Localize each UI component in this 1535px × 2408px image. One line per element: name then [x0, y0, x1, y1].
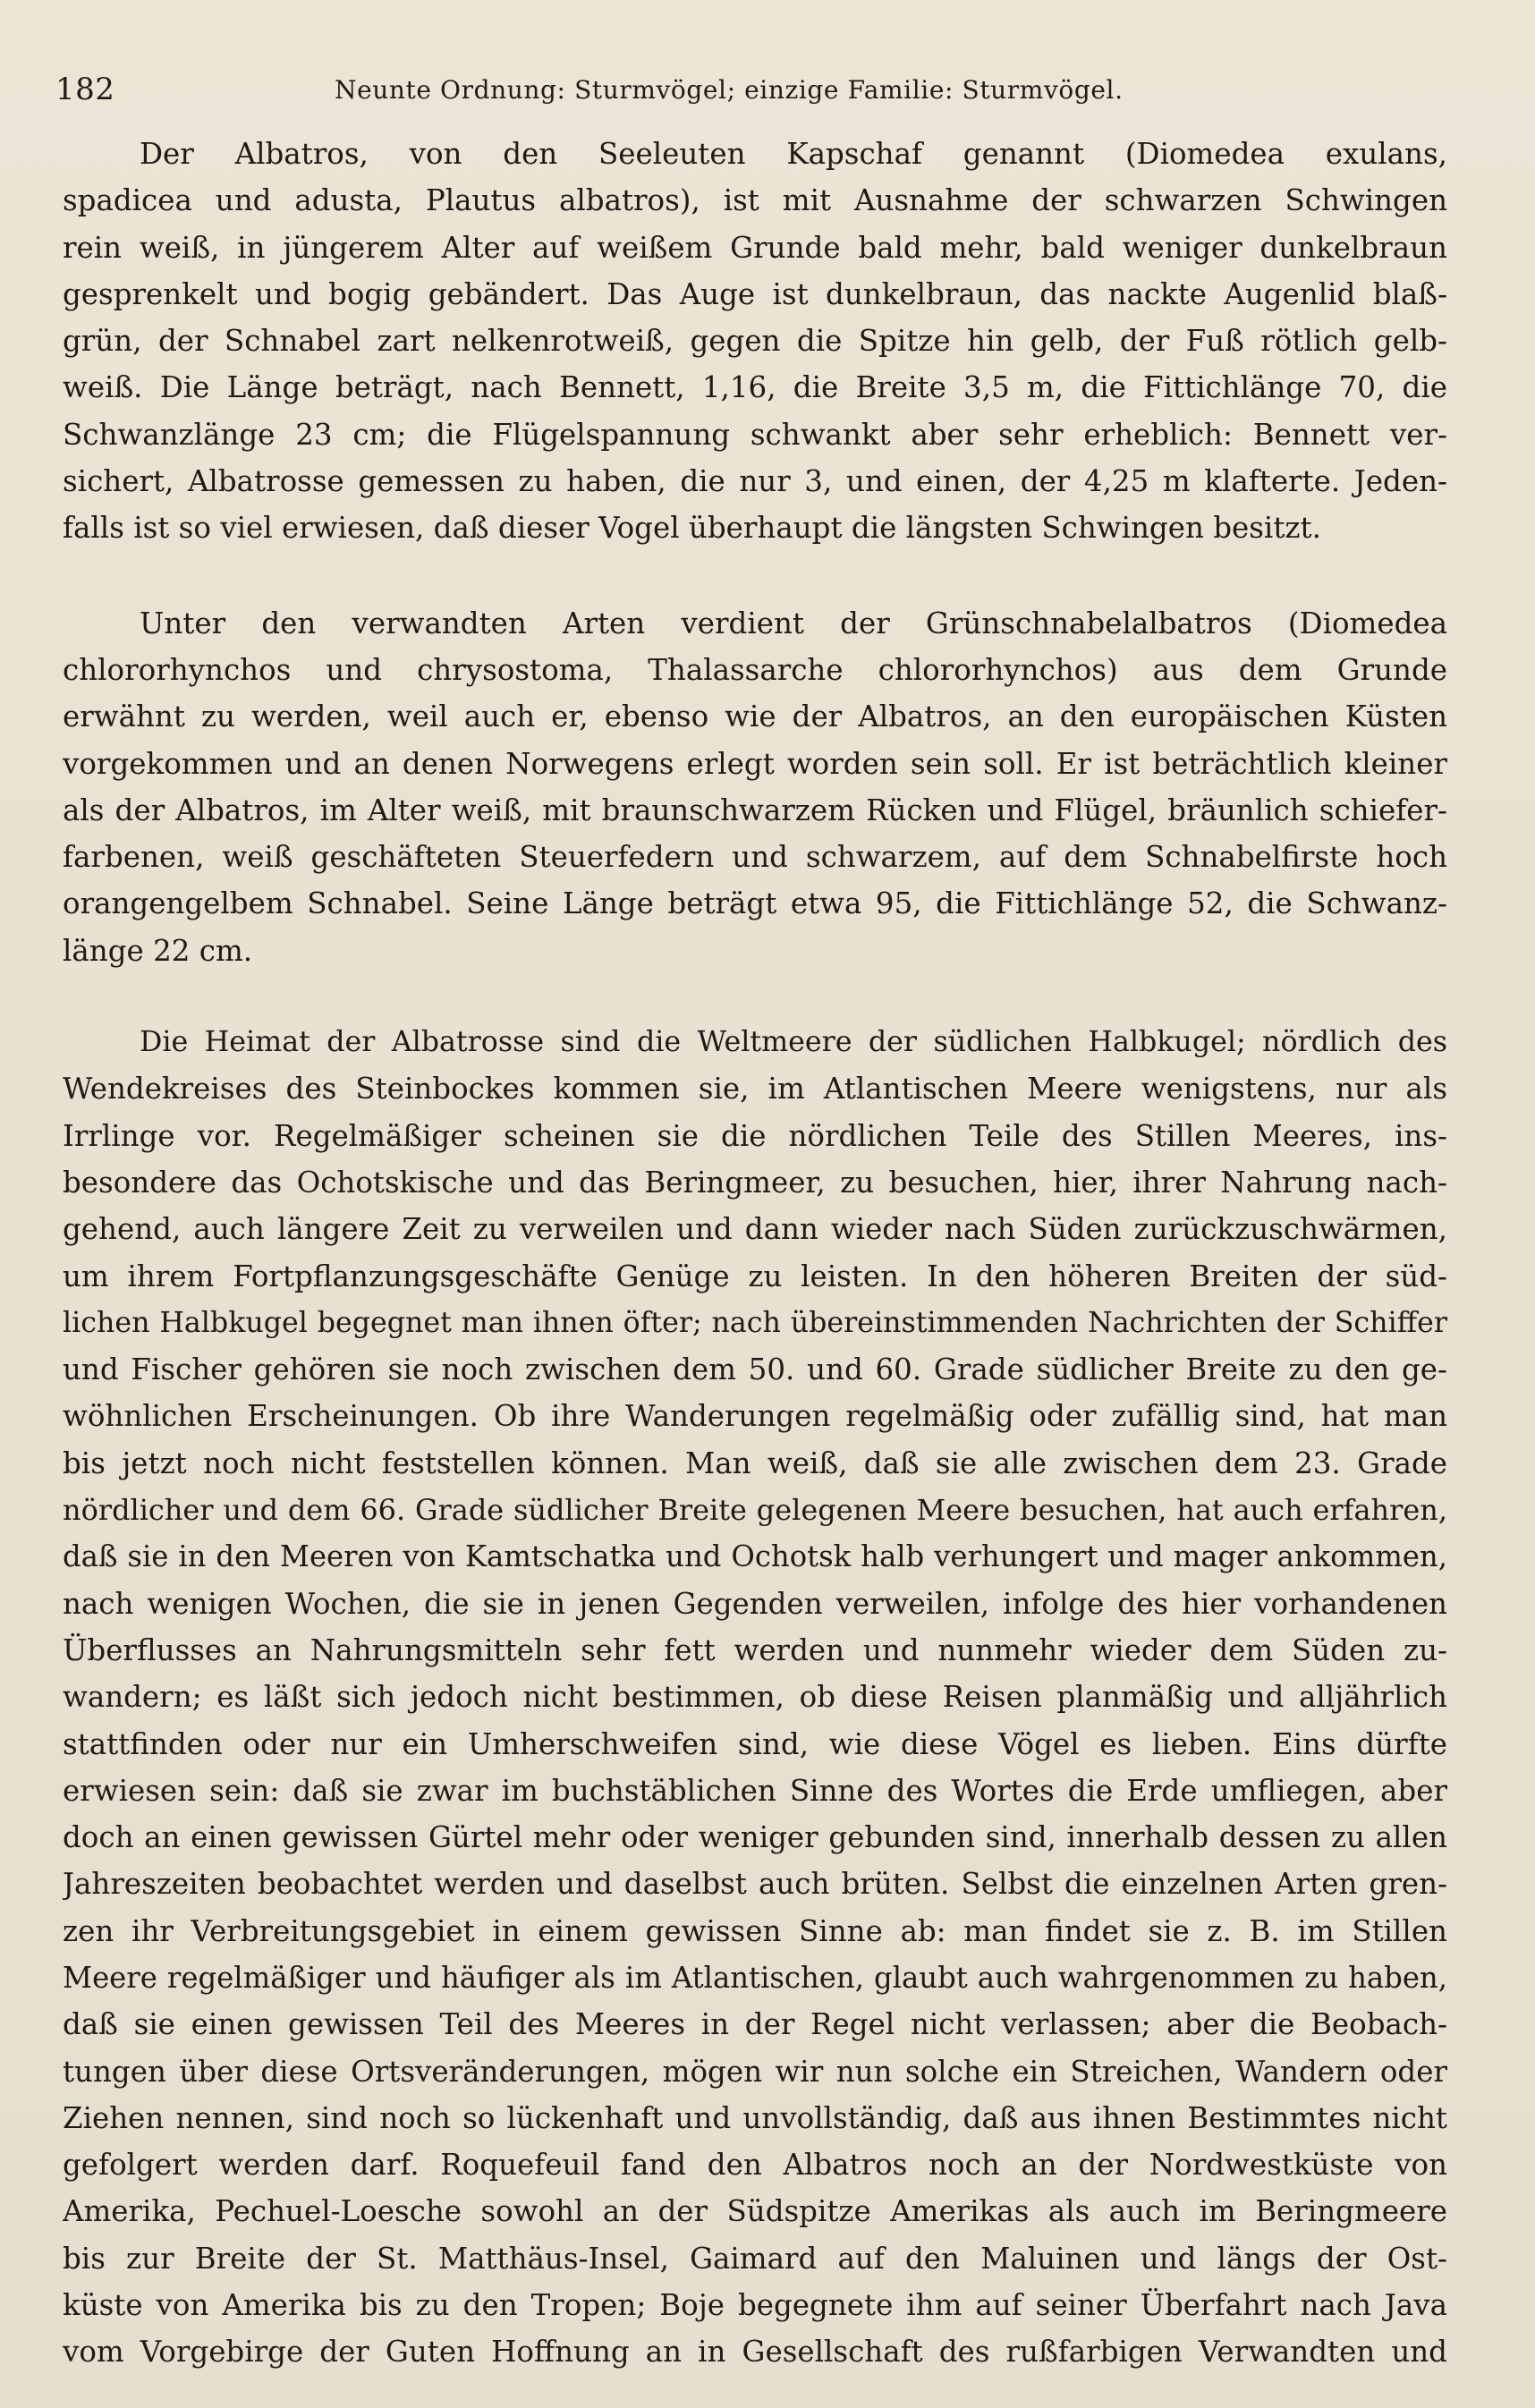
- text-line: Jahreszeiten beobachtet werden und daselbst auch brüten. Selbst die einzelnen Arten gren-: [63, 1867, 1447, 1902]
- text-line: Der Albatros, von den Seeleuten Kapschaf genannt (Diomedea exulans,: [140, 137, 1447, 171]
- body-text: [63, 131, 1447, 2376]
- text-line: küste von Amerika bis zu den Tropen; Boje begegnete ihm auf seiner Überfahrt nach Java: [63, 2288, 1447, 2323]
- text-line: nach wenigen Wochen, die sie in jenen Gegenden verweilen, infolge des hier vorhandenen: [63, 1586, 1447, 1621]
- text-line: chlororhynchos und chrysostoma, Thalassarche chlororhynchos) aus dem Grunde: [63, 652, 1447, 687]
- text-line: Amerika, Pechuel-Loesche sowohl an der Südspitze Amerikas als auch im Beringmeere: [63, 2194, 1447, 2229]
- paragraph-heimat: [63, 1019, 1447, 2376]
- text-line: Schwanzlänge 23 cm; die Flügelspannung schwankt aber sehr erheblich: Bennett ver-: [63, 417, 1447, 452]
- text-line: vom Vorgebirge der Guten Hoffnung an in Gesellschaft des rußfarbigen Verwandten und: [63, 2335, 1447, 2370]
- page-number: 182: [55, 72, 115, 107]
- text-line: doch an einen gewissen Gürtel mehr oder weniger gebunden sind, innerhalb dessen zu allen: [63, 1820, 1447, 1855]
- text-line: Irrlinge vor. Regelmäßiger scheinen sie die nördlichen Teile des Stillen Meeres, ins-: [63, 1118, 1447, 1153]
- text-line: länge 22 cm.: [63, 933, 253, 968]
- text-line: Meere regelmäßiger und häufiger als im Atlantischen, glaubt auch wahrgenommen zu haben,: [63, 1960, 1447, 1995]
- text-line: wandern; es läßt sich jedoch nicht bestimmen, ob diese Reisen planmäßig und alljährlich: [63, 1680, 1447, 1715]
- text-line: zen ihr Verbreitungsgebiet in einem gewissen Sinne ab: man findet sie z. B. im Stillen: [63, 1913, 1447, 1948]
- text-line: sichert, Albatrosse gemessen zu haben, die nur 3, und einen, der 4,25 m klafterte. Jeden-: [63, 464, 1447, 499]
- text-line: stattfinden oder nur ein Umherschweifen sind, wie diese Vögel es lieben. Eins dürfte: [63, 1726, 1447, 1761]
- text-line: farbenen, weiß geschäfteten Steuerfedern und schwarzem, auf dem Schnabelfirste hoch: [63, 840, 1447, 875]
- text-line: gehend, auch längere Zeit zu verweilen und dann wieder nach Süden zurückzuschwärmen,: [63, 1212, 1447, 1247]
- text-line: lichen Halbkugel begegnet man ihnen öfter; nach übereinstimmenden Nachrichten der Schiffer: [63, 1306, 1447, 1339]
- text-line: falls ist so viel erwiesen, daß dieser Vogel überhaupt die längsten Schwingen besitzt.: [63, 511, 1321, 546]
- text-line: als der Albatros, im Alter weiß, mit braunschwarzem Rücken und Flügel, bräunlich schiefer-: [63, 793, 1447, 827]
- text-line: weiß. Die Länge beträgt, nach Bennett, 1,16, die Breite 3,5 m, die Fittichlänge 70, die: [63, 370, 1447, 405]
- running-title: Neunte Ordnung: Sturmvögel; einzige Familie: Sturmvögel.: [335, 74, 1124, 105]
- text-line: rein weiß, in jüngerem Alter auf weißem Grunde bald mehr, bald weniger dunkelbraun: [63, 230, 1447, 265]
- paragraph-albatros: [63, 131, 1447, 552]
- text-line: spadicea und adusta, Plautus albatros), ist mit Ausnahme der schwarzen Schwingen: [63, 183, 1447, 218]
- text-line: grün, der Schnabel zart nelkenrotweiß, gegen die Spitze hin gelb, der Fuß rötlich gelb-: [63, 324, 1447, 359]
- text-line: gesprenkelt und bogig gebändert. Das Auge ist dunkelbraun, das nackte Augenlid blaß-: [63, 276, 1447, 311]
- text-line: Überflusses an Nahrungsmitteln sehr fett werden und nunmehr wieder dem Süden zu-: [63, 1632, 1447, 1667]
- text-line: Ziehen nennen, sind noch so lückenhaft und unvollständig, daß aus ihnen Bestimmtes nicht: [63, 2100, 1447, 2135]
- text-line: und Fischer gehören sie noch zwischen dem 50. und 60. Grade südlicher Breite zu den ge-: [63, 1352, 1447, 1387]
- text-line: Wendekreises des Steinbockes kommen sie, im Atlantischen Meere wenigstens, nur als: [63, 1072, 1447, 1106]
- running-head: [55, 70, 1472, 109]
- text-line: daß sie in den Meeren von Kamtschatka und Ochotsk halb verhungert und mager ankommen,: [63, 1539, 1447, 1574]
- text-line: um ihrem Fortpflanzungsgeschäfte Genüge zu leisten. In den höheren Breiten der süd-: [63, 1259, 1447, 1293]
- text-line: bis jetzt noch nicht feststellen können. Man weiß, daß sie alle zwischen dem 23. Grade: [63, 1446, 1447, 1480]
- text-line: gefolgert werden darf. Roquefeuil fand den Albatros noch an der Nordwestküste von: [63, 2148, 1447, 2183]
- text-line: erwiesen sein: daß sie zwar im buchstäblichen Sinne des Wortes die Erde umfliegen, aber: [63, 1773, 1447, 1808]
- text-line: erwähnt zu werden, weil auch er, ebenso wie der Albatros, an den europäischen Küsten: [63, 700, 1447, 734]
- paragraph-gruenschnabelalbatros: [63, 600, 1447, 974]
- text-line: orangengelbem Schnabel. Seine Länge beträgt etwa 95, die Fittichlänge 52, die Schwanz-: [63, 886, 1447, 921]
- text-line: daß sie einen gewissen Teil des Meeres in der Regel nicht verlassen; aber die Beobach-: [63, 2007, 1447, 2042]
- text-line: nördlicher und dem 66. Grade südlicher Breite gelegenen Meere besuchen, hat auch erfahren,: [63, 1493, 1447, 1528]
- text-line: vorgekommen und an denen Norwegens erlegt worden sein soll. Er ist beträchtlich kleiner: [63, 746, 1447, 781]
- text-line: bis zur Breite der St. Matthäus-Insel, Gaimard auf den Maluinen und längs der Ost-: [63, 2241, 1447, 2276]
- text-line: Unter den verwandten Arten verdient der Grünschnabelalbatros (Diomedea: [140, 606, 1447, 640]
- text-line: Die Heimat der Albatrosse sind die Weltmeere der südlichen Halbkugel; nördlich des: [140, 1026, 1447, 1059]
- text-line: besondere das Ochotskische und das Beringmeer, zu besuchen, hier, ihrer Nahrung nach-: [63, 1165, 1447, 1200]
- text-line: tungen über diese Ortsveränderungen, mögen wir nun solche ein Streichen, Wandern oder: [63, 2054, 1447, 2089]
- text-line: wöhnlichen Erscheinungen. Ob ihre Wanderungen regelmäßig oder zufällig sind, hat man: [63, 1399, 1447, 1434]
